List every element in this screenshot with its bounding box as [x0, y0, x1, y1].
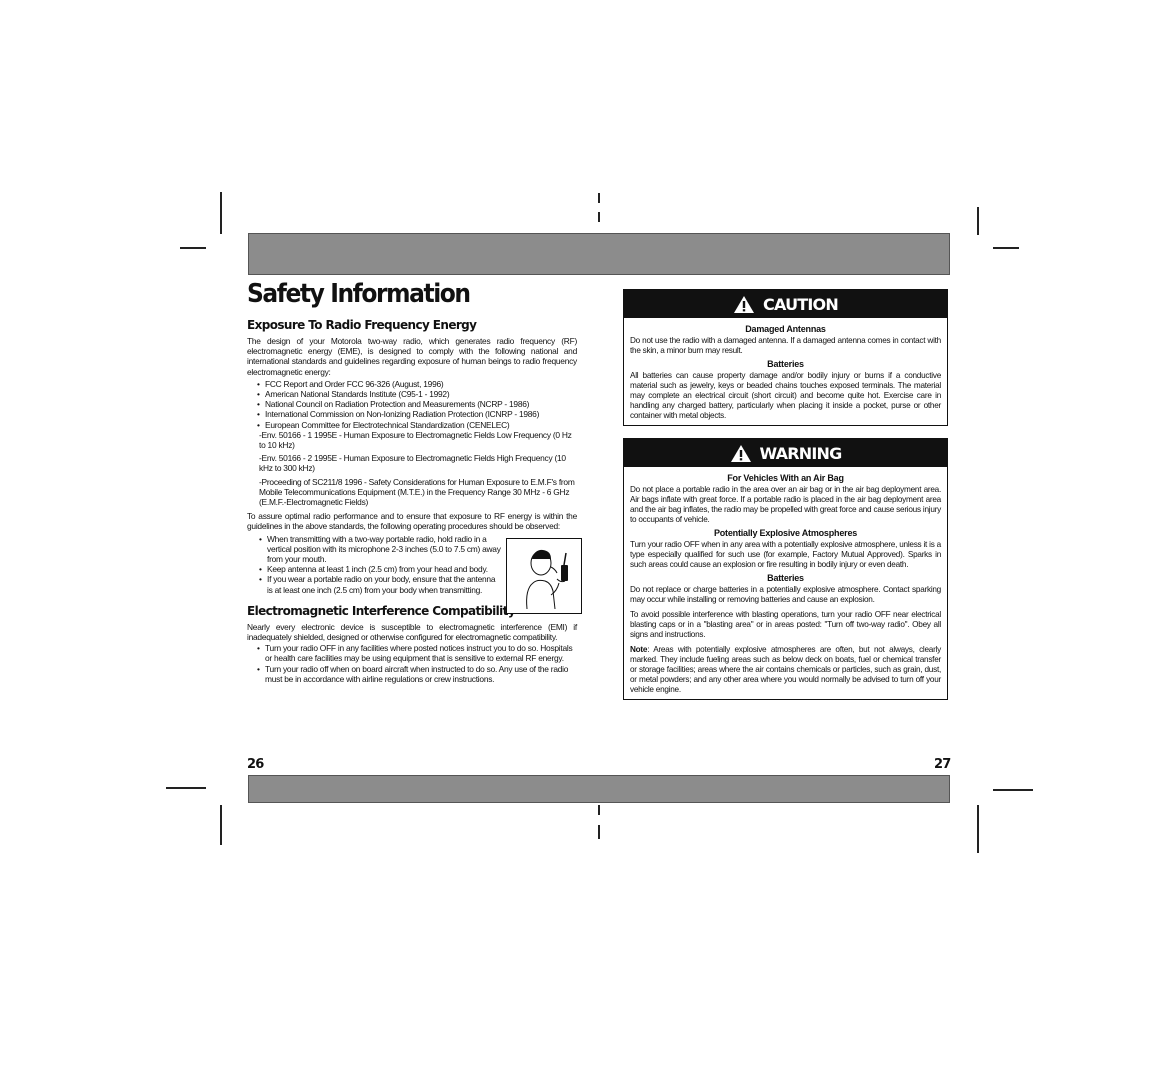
cenelec-item: -Env. 50166 - 2 1995E - Human Exposure to Electromagnetic Fields High Frequency (10 kHz to 300 kHz)	[259, 453, 566, 474]
page-number-left: 26	[247, 757, 264, 772]
list-item: • Keep antenna at least 1 inch (2.5 cm) from your head and body.	[267, 564, 501, 574]
caution-batteries-text: All batteries can cause property damage and/or bodily injury or burns if a conductive material such as jewelry, keys or beaded chains touches exposed terminals. The material may complete an electrical circuit (short circuit) and become quite hot. Exercise care in handling any charged battery, particularly when placing it inside a pocket, purse or other container with metal objects.	[630, 371, 941, 420]
crop-mark	[977, 805, 979, 853]
note-label: Note	[630, 645, 648, 654]
list-item: • When transmitting with a two-way portable radio, hold radio in a vertical position with its microphone 2-3 inches (5.0 to 7.5 cm) away from your mouth.	[267, 534, 501, 565]
page-number-right: 27	[934, 757, 951, 772]
footer-bar	[248, 775, 950, 803]
list-item: • FCC Report and Order FCC 96-326 (August, 1996)	[265, 379, 577, 389]
standards-list	[265, 379, 577, 430]
warning-batteries-text: Do not replace or charge batteries in a potentially explosive atmosphere. Contact sparking may occur while installing or removing batteries and cause an explosion.	[630, 585, 941, 604]
crop-mark	[598, 212, 600, 222]
damaged-antennas-heading: Damaged Antennas	[745, 324, 826, 334]
page-title: Safety Information	[247, 279, 470, 309]
list-item: • American National Standards Institute (C95-1 - 1992)	[265, 389, 577, 399]
caution-batteries-heading: Batteries	[767, 359, 804, 369]
caution-box	[623, 289, 948, 426]
explosive-text: Turn your radio OFF when in any area with a potentially explosive atmosphere, unless it is a type especially qualified for such use (for example, Factory Mutual Approved). Sparks in such areas could cause an explosion or fire resulting in bodily injury or even death.	[630, 540, 941, 569]
emi-intro: Nearly every electronic device is susceptible to electromagnetic interference (EMI) if inadequately shielded, designed or otherwise configured for electromagnetic compatibility.	[247, 621, 577, 643]
cenelec-item: -Proceeding of SC211/8 1996 - Safety Considerations for Human Exposure to E.M.F's from Mobile Telecommunications Equipment (M.T.E.) in the Frequency Range 30 MHz - 6 GHz (E.M.F.-Electromagnetic Fields)	[259, 476, 575, 508]
note-paragraph	[630, 645, 941, 695]
list-item: • Turn your radio off when on board aircraft when instructed to do so. Any use of the radio must be in accordance with airline regulations or crew instructions.	[265, 664, 577, 684]
warning-batteries-heading: Batteries	[767, 573, 804, 583]
blasting-text: To avoid possible interference with blasting operations, turn your radio OFF near electrical blasting caps or in a "blasting area" or in areas posted: "Turn off two-way radio". Obey all signs and instructions.	[630, 610, 941, 639]
caution-header	[624, 290, 947, 318]
warning-triangle-icon	[730, 444, 752, 463]
warning-label: WARNING	[759, 443, 842, 463]
emi-heading: Electromagnetic Interference Compatibility	[247, 603, 516, 618]
assure-text: To assure optimal radio performance and to ensure that exposure to RF energy is within the guidelines in the above standards, the following operating procedures should be observed:	[247, 511, 577, 532]
crop-mark	[598, 193, 600, 203]
crop-mark	[993, 247, 1019, 249]
list-item: • European Committee for Electrotechnical Standardization (CENELEC)	[265, 420, 577, 430]
airbag-heading: For Vehicles With an Air Bag	[727, 473, 844, 483]
crop-mark	[977, 207, 979, 235]
warning-header	[624, 439, 947, 467]
caution-label: CAUTION	[763, 294, 838, 314]
damaged-antennas-text: Do not use the radio with a damaged antenna. If a damaged antenna comes in contact with the skin, a minor burn may result.	[630, 336, 941, 355]
crop-mark	[220, 805, 222, 845]
warning-box	[623, 438, 948, 700]
rf-heading: Exposure To Radio Frequency Energy	[247, 318, 477, 332]
crop-mark	[180, 247, 206, 249]
emi-list	[265, 643, 577, 684]
list-item: • National Council on Radiation Protection and Measurements (NCRP - 1986)	[265, 399, 577, 409]
note-text: : Areas with potentially explosive atmospheres are often, but not always, clearly marked. They include fueling areas such as below deck on boats, fuel or chemical transfer or storage facilities; areas where the air contains chemicals or particles, such as grain, dust, or metal powders; and any other area where you would normally be advised to turn off your vehicle engine.	[630, 645, 941, 694]
crop-mark	[993, 789, 1033, 791]
rf-intro: The design of your Motorola two-way radio, which generates radio frequency (RF) electromagnetic energy (EME), is designed to comply with the following national and international standards and guidelines regarding exposure of human beings to radio frequency electromagnetic energy:	[247, 336, 577, 377]
crop-mark	[220, 192, 222, 234]
explosive-heading: Potentially Explosive Atmospheres	[713, 528, 858, 538]
list-item: • If you wear a portable radio on your body, ensure that the antenna is at least one inch (2.5 cm) from your body when transmitting.	[267, 574, 501, 594]
procedures-list	[267, 534, 501, 595]
person-talking-radio-illustration	[506, 538, 582, 614]
airbag-text: Do not place a portable radio in the area over an air bag or in the air bag deployment area. Air bags inflate with great force. If a portable radio is placed in the air bag deployment area and the air bag inflates, the radio may be propelled with great force and cause serious injury to occupants of vehicle.	[630, 485, 941, 524]
crop-mark	[598, 825, 600, 839]
warning-triangle-icon	[733, 295, 755, 314]
cenelec-item: -Env. 50166 - 1 1995E - Human Exposure to Electromagnetic Fields Low Frequency (0 Hz to 10 kHz)	[259, 429, 572, 451]
header-bar	[248, 233, 950, 275]
list-item: • Turn your radio OFF in any facilities where posted notices instruct you to do so. Hospitals or health care facilities may be using equipment that is sensitive to external RF energy.	[265, 643, 577, 663]
list-item: • International Commission on Non-Ionizing Radiation Protection (ICNRP - 1986)	[265, 409, 577, 419]
crop-mark	[166, 787, 206, 789]
crop-mark	[598, 805, 600, 815]
left-column	[247, 318, 577, 684]
